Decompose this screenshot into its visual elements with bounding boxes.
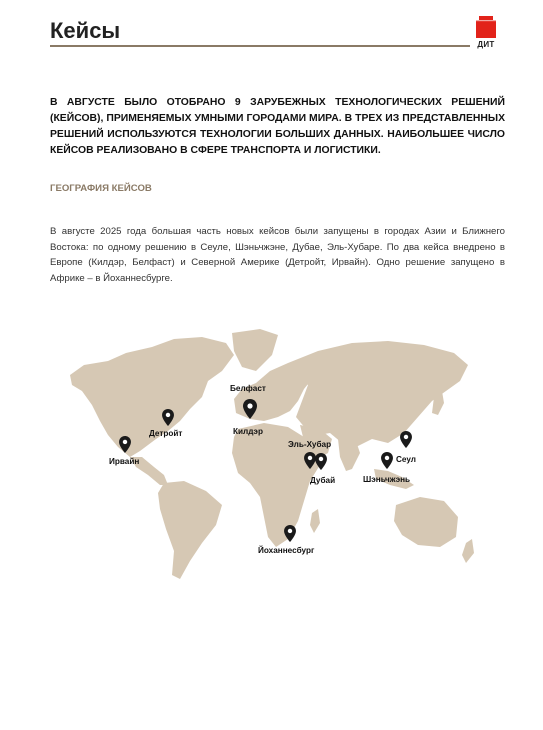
section-body: В августе 2025 года большая часть новых кейсов были запущены в городах Азии и Ближнего Востока: по одному решению в Сеуле, Шэньчжэне, Дубае, Эль-Хубаре. По два кейса внедрено в Европе (Килдэр, Белфаст) и Северной Америке (Детройт, Ирвайн). Одно решение запущено в Африке – в Йоханнесбурге. [50, 226, 505, 284]
map-pin-icon [162, 409, 174, 426]
city-label-shenzhen: Шэньчжэнь [363, 475, 411, 484]
city-label-irvine: Ирвайн [109, 457, 140, 466]
map-pin-icon [284, 525, 296, 542]
continent-south-america [158, 481, 222, 579]
map-pin-icon [381, 452, 393, 469]
city-label-detroit: Детройт [149, 429, 183, 438]
section-title: ГЕОГРАФИЯ КЕЙСОВ [50, 183, 152, 194]
continent-new-zealand [462, 539, 474, 563]
city-label-kildare: Килдэр [233, 427, 263, 436]
map-pin-icon [243, 399, 257, 419]
title-divider [50, 45, 470, 47]
map-pin-icon [119, 436, 131, 453]
intro-paragraph: В АВГУСТЕ БЫЛО ОТОБРАНО 9 ЗАРУБЕЖНЫХ ТЕХНОЛОГИЧЕСКИХ РЕШЕНИЙ (КЕЙСОВ), ПРИМЕНЯЕМЫХ УМНЫМИ ГОРОДАМИ МИРА. В ТРЕХ ИЗ ПРЕДСТАВЛЕННЫХ РЕШЕНИЙ ИСПОЛЬЗУЮТСЯ ТЕХНОЛОГИИ БОЛЬШИХ ДАННЫХ. НАИБОЛЬШЕЕ ЧИСЛО КЕЙСОВ РЕАЛИЗОВАНО В СФЕРЕ ТРАНСПОРТА И ЛОГИСТИКИ. [50, 97, 505, 156]
map-pin-icon [315, 453, 327, 470]
city-label-johannesburg: Йоханнесбург [258, 546, 315, 555]
continent-greenland [232, 329, 278, 371]
city-label-al-khobar: Эль-Хубар [288, 440, 332, 449]
map-pin-icon [400, 431, 412, 448]
city-label-dubai: Дубай [310, 476, 336, 485]
continent-australia [394, 497, 458, 547]
city-label-seoul: Сеул [396, 455, 417, 464]
dit-logo-icon [474, 14, 498, 38]
continent-madagascar [310, 509, 320, 533]
dit-logo [474, 14, 498, 49]
logo-text: ДИТ [477, 40, 495, 49]
page-title: Кейсы [50, 18, 121, 43]
continent-north-america [70, 337, 234, 457]
city-label-belfast: Белфаст [230, 384, 266, 393]
continent-india [338, 439, 360, 471]
